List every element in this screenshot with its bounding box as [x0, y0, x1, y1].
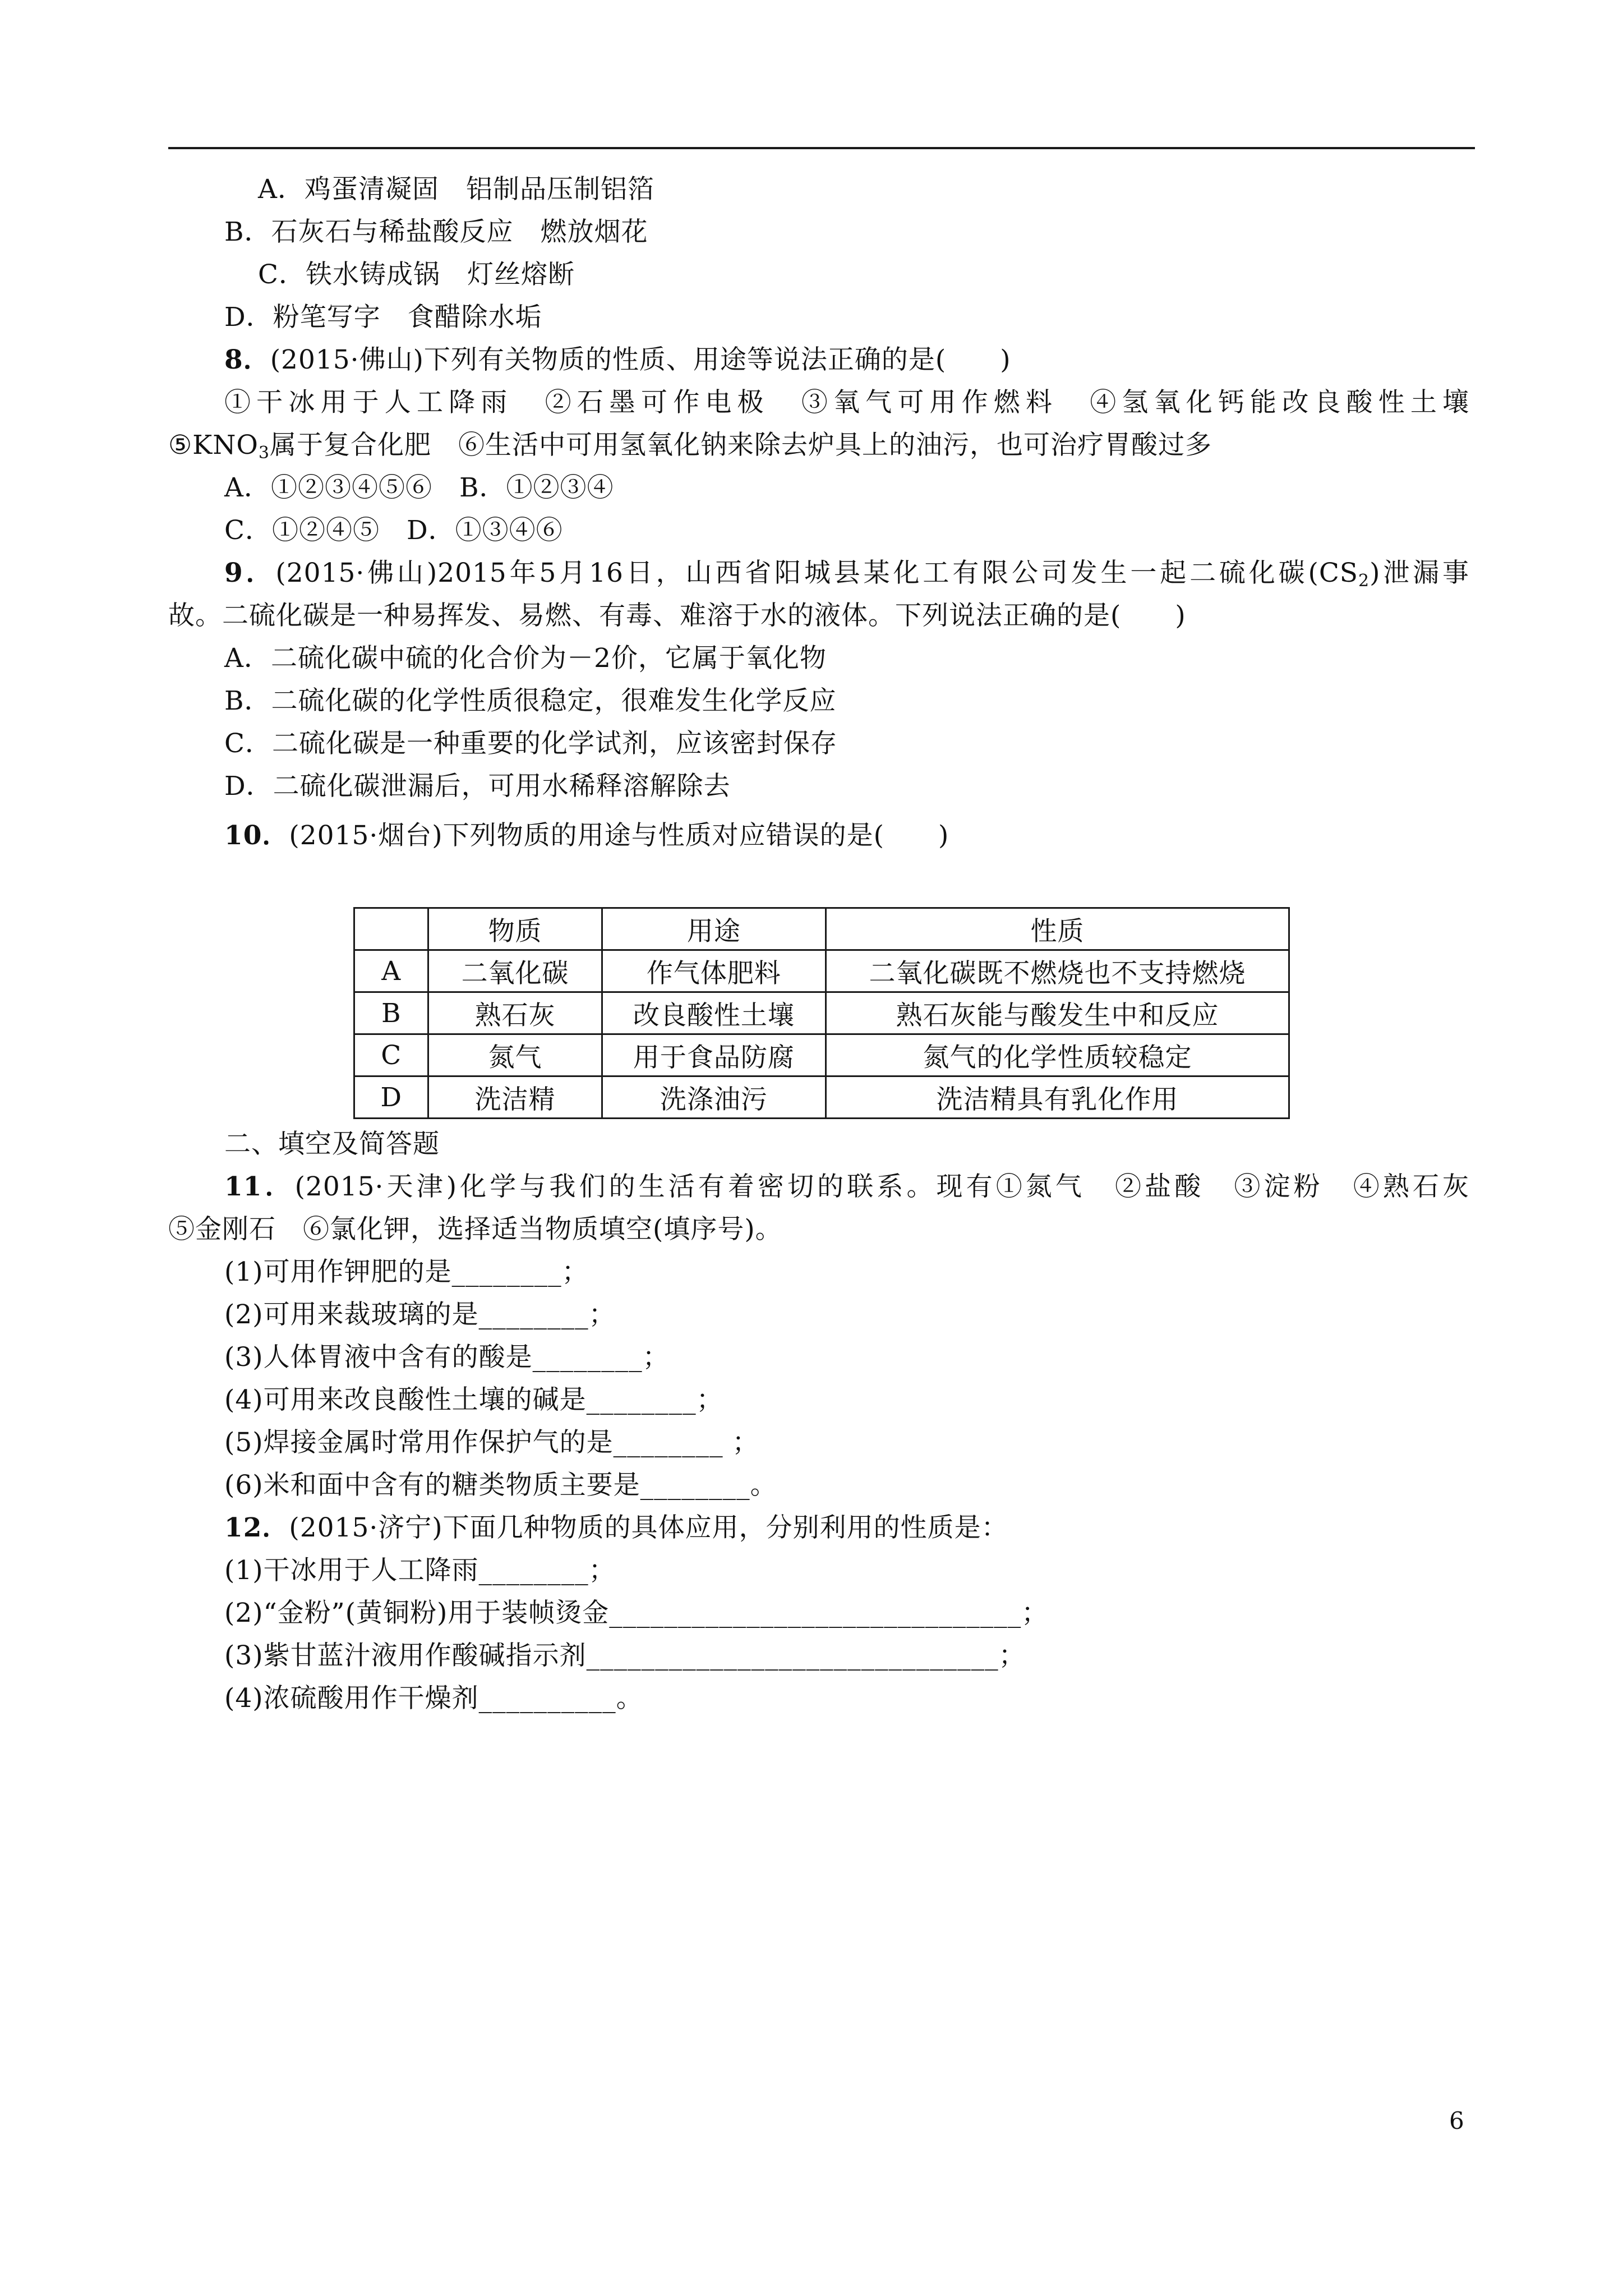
q10-stem — [224, 819, 949, 853]
q10-number: 10． — [224, 820, 289, 851]
table-row — [354, 1076, 1289, 1119]
table-cell: B — [354, 992, 428, 1034]
q11-item: (6)米和面中含有的糖类物质主要是________。 — [224, 1470, 777, 1501]
table-cell: 用于食品防腐 — [602, 1034, 826, 1076]
table-cell: 改良酸性土壤 — [602, 992, 826, 1034]
q9-number: 9． — [224, 558, 276, 588]
q9-option-a: A．二硫化碳中硫的化合价为－2价，它属于氧化物 — [224, 643, 827, 674]
table-cell: 洗洁精具有乳化作用 — [826, 1076, 1289, 1119]
q7-option-b: B．石灰石与稀盐酸反应 燃放烟花 — [224, 217, 648, 247]
q7-option-c: C．铁水铸成锅 灯丝熔断 — [258, 259, 575, 290]
table-header-cell: 用途 — [602, 908, 826, 950]
q8-options-line2: C．①②④⑤ D．①③④⑥ — [224, 515, 563, 546]
q11-stem-line1-text: (2015·天津)化学与我们的生活有着密切的联系。现有①氮气 ②盐酸 ③淀粉 ④熟石灰 — [294, 1171, 1469, 1202]
table-cell: 氮气的化学性质较稳定 — [826, 1034, 1289, 1076]
q9-stem-line2: 故。二硫化碳是一种易挥发、易燃、有毒、难溶于水的液体。下列说法正确的是( ) — [168, 600, 1186, 631]
q11-stem-line1 — [224, 1170, 1469, 1204]
q8-stem-text: (2015·佛山)下列有关物质的性质、用途等说法正确的是( ) — [270, 344, 1011, 375]
table-cell: C — [354, 1034, 428, 1076]
q9-stem-line1-post: )泄漏事 — [1370, 558, 1469, 588]
table-cell: 熟石灰 — [428, 992, 602, 1034]
q9-option-c: C．二硫化碳是一种重要的化学试剂，应该密封保存 — [224, 728, 837, 759]
q10-stem-text: (2015·烟台)下列物质的用途与性质对应错误的是( ) — [289, 820, 949, 851]
table-cell: 作气体肥料 — [602, 950, 826, 992]
q12-number: 12． — [224, 1512, 289, 1543]
q11-item: (4)可用来改良酸性土壤的碱是________； — [224, 1384, 723, 1415]
q8-statements-line1: ①干冰用于人工降雨 ②石墨可作电极 ③氧气可用作燃料 ④氢氧化钙能改良酸性土壤 — [224, 387, 1469, 418]
q12-item: (3)紫甘蓝汁液用作酸碱指示剂______________________________； — [224, 1640, 1026, 1671]
q7-option-a: A．鸡蛋清凝固 铝制品压制铝箔 — [258, 174, 654, 205]
q12-stem — [224, 1511, 1008, 1545]
table-cell: A — [354, 950, 428, 992]
table-cell: 二氧化碳既不燃烧也不支持燃烧 — [826, 950, 1289, 992]
q9-stem-line1-sub: 2 — [1358, 571, 1370, 591]
table-row — [354, 1034, 1289, 1076]
q12-item: (1)干冰用于人工降雨________； — [224, 1555, 616, 1586]
table-cell: D — [354, 1076, 428, 1119]
table-row — [354, 992, 1289, 1034]
q8-statements-line2 — [168, 429, 1212, 462]
q11-item: (1)可用作钾肥的是________； — [224, 1257, 589, 1287]
q11-item: (2)可用来裁玻璃的是________； — [224, 1299, 616, 1330]
q12-item: (2)“金粉”(黄铜粉)用于装帧烫金______________________________； — [224, 1598, 1049, 1628]
q8-statements-line2-pre: ⑤KNO — [168, 430, 259, 461]
q7-option-d: D．粉笔写字 食醋除水垢 — [224, 302, 542, 333]
q8-stem — [224, 343, 1011, 377]
table-cell: 二氧化碳 — [428, 950, 602, 992]
table-header-cell: 性质 — [826, 908, 1289, 950]
q8-statements-line2-sub: 3 — [258, 443, 270, 463]
table-cell: 洗洁精 — [428, 1076, 602, 1119]
table-cell: 洗涤油污 — [602, 1076, 826, 1119]
q8-number: 8． — [224, 344, 270, 375]
q11-item: (3)人体胃液中含有的酸是________； — [224, 1342, 670, 1373]
q11-stem-line2: ⑤金刚石 ⑥氯化钾，选择适当物质填空(填序号)。 — [168, 1214, 782, 1245]
section-title: 二、填空及简答题 — [224, 1129, 440, 1159]
q9-option-b: B．二硫化碳的化学性质很稳定，很难发生化学反应 — [224, 685, 837, 716]
q11-number: 11． — [224, 1171, 295, 1202]
q8-statements-line2-post: 属于复合化肥 ⑥生活中可用氢氧化钠来除去炉具上的油污，也可治疗胃酸过多 — [270, 430, 1212, 461]
q9-stem-line1 — [224, 556, 1469, 590]
table-header-row — [354, 908, 1289, 950]
header-rule — [168, 147, 1475, 149]
table-cell: 熟石灰能与酸发生中和反应 — [826, 992, 1289, 1034]
table-header-cell — [354, 908, 428, 950]
q9-option-d: D．二硫化碳泄漏后，可用水稀释溶解除去 — [224, 771, 731, 802]
q8-options-line1: A．①②③④⑤⑥ B．①②③④ — [224, 472, 614, 503]
q12-stem-text: (2015·济宁)下面几种物质的具体应用，分别利用的性质是： — [289, 1512, 1008, 1543]
table-row — [354, 950, 1289, 992]
q9-stem-line1-pre: (2015·佛山)2015年5月16日，山西省阳城县某化工有限公司发生一起二硫化碳(CS — [275, 558, 1358, 588]
q11-item: (5)焊接金属时常用作保护气的是________ ； — [224, 1427, 759, 1458]
table-header-cell: 物质 — [428, 908, 602, 950]
page-number: 6 — [1449, 2107, 1464, 2134]
q10-table — [353, 907, 1290, 1119]
q12-item: (4)浓硫酸用作干燥剂__________。 — [224, 1683, 643, 1714]
table-cell: 氮气 — [428, 1034, 602, 1076]
